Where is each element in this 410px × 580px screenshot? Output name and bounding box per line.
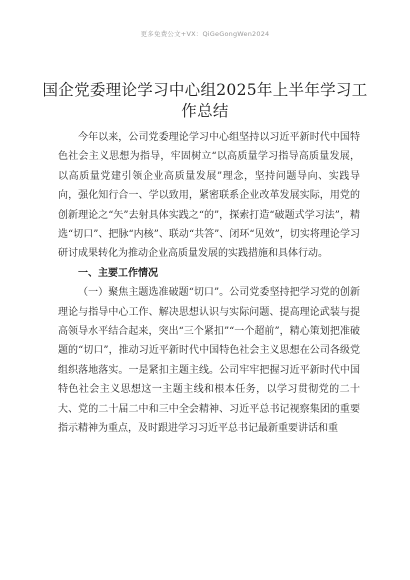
watermark-text: 更多免费公文+VX：QiGeGongWen2024 — [140, 30, 270, 38]
section-paragraph: （一）聚焦主题选准破题“切口”。公司党委坚持把学习党的创新理论与指导中心工作、解决思想认识与实际问题、提高理论武装与提高领导水平结合起来，突出“三个紧扣”“一个超前”，精心策划把准破题的“切口”，推动习近平新时代中国特色社会主义思想在公司各级党组织落地落实。一是紧扣主题主线。公司牢牢把握习近平新时代中国特色社会主义思想这一主题主线和根本任务，以学习贯彻党的二十大、党的二十届二中和三中全会精神、习近平总书记视察集团的重要指示精神为重点，及时跟进学习习近平总书记最新重要讲话和重 — [58, 287, 360, 435]
document-body — [58, 128, 360, 439]
section-heading: 一、主要工作情况 — [78, 267, 158, 279]
intro-paragraph: 今年以来，公司党委理论学习中心组坚持以习近平新时代中国特色社会主义思想为指导，牢固树立“以高质量学习指导高质量发展，以高质量党建引领企业高质量发展”理念，坚持问题导向、实践导向，强化知行合一、学以致用，紧密联系企业改革发展实际，用党的创新理论之“矢”去射具体实践之“的”，探索打造“破题式学习法”，精选“切口”、把脉“内核”、联动“共答”、闭环“见效”，切实将理论学习研讨成果转化为推动企业高质量发展的实践措施和具体行动。 — [58, 132, 360, 260]
document-title: 国企党委理论学习中心组2025年上半年学习工作总结 — [42, 81, 368, 120]
